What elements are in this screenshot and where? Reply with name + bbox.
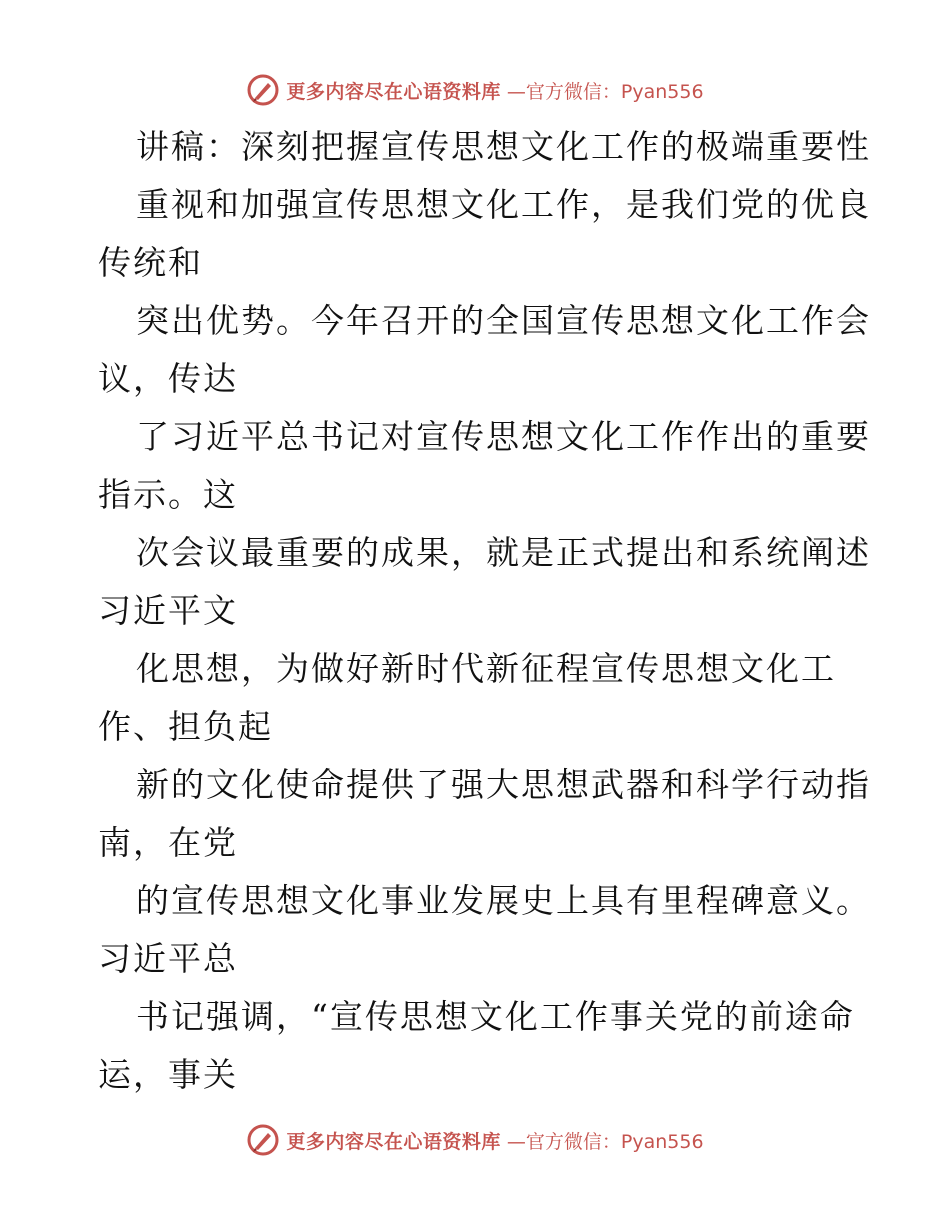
text-line: 突出优势。今年召开的全国宣传思想文化工作会 [136, 301, 871, 340]
pen-logo-icon [246, 1123, 280, 1157]
document-body [98, 118, 871, 1104]
banner-brand-text: 更多内容尽在心语资料库 [286, 80, 501, 103]
text-line: 书记强调，“宣传思想文化工作事关党的前途命 [136, 997, 855, 1036]
text-line: 讲稿：深刻把握宣传思想文化工作的极端重要性 [136, 127, 871, 166]
banner-wechat-text: —官方微信：Pyan556 [506, 80, 704, 103]
text-line: 作、担负起 [98, 707, 273, 746]
text-line: 了习近平总书记对宣传思想文化工作作出的重要 [136, 417, 871, 456]
text-line: 的宣传思想文化事业发展史上具有里程碑意义。 [136, 881, 871, 920]
text-line: 习近平总 [98, 939, 238, 978]
text-line: 重视和加强宣传思想文化工作，是我们党的优良 [136, 185, 871, 224]
pen-logo-icon [246, 73, 280, 107]
banner-wechat-text: —官方微信：Pyan556 [506, 1130, 704, 1153]
text-line: 运，事关 [98, 1055, 238, 1094]
text-line: 化思想，为做好新时代新征程宣传思想文化工 [136, 649, 836, 688]
text-line: 南，在党 [98, 823, 238, 862]
text-line: 指示。这 [98, 475, 238, 514]
text-line: 议，传达 [98, 359, 238, 398]
text-line: 新的文化使命提供了强大思想武器和科学行动指 [136, 765, 871, 804]
text-line: 传统和 [98, 243, 203, 282]
text-line: 习近平文 [98, 591, 238, 630]
banner-brand-text: 更多内容尽在心语资料库 [286, 1130, 501, 1153]
header-banner [0, 70, 950, 110]
footer-banner [0, 1120, 950, 1160]
text-line: 次会议最重要的成果，就是正式提出和系统阐述 [136, 533, 871, 572]
